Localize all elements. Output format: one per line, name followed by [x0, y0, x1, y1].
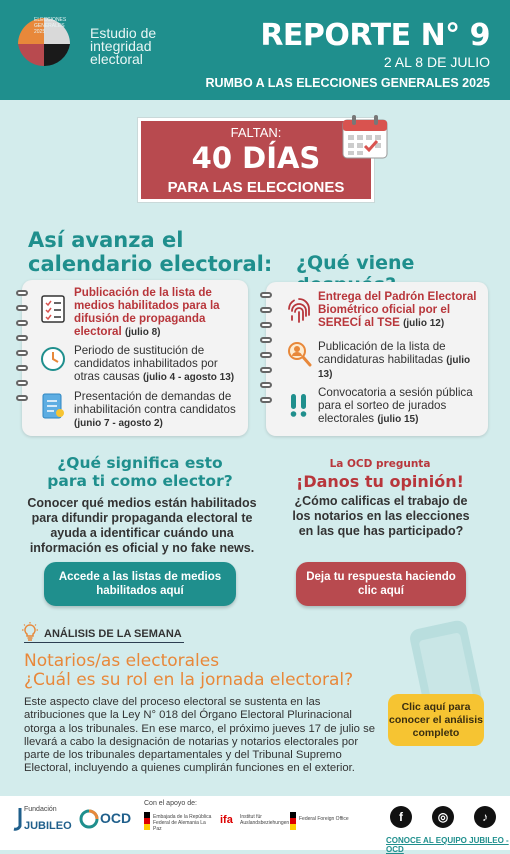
magnifier-user-icon — [286, 340, 312, 368]
next-item-3-date: (julio 15) — [377, 414, 419, 425]
facebook-icon[interactable]: f — [390, 806, 412, 828]
countdown-number: 40 DÍAS — [191, 141, 321, 175]
countdown-top: FALTAN: — [230, 125, 282, 140]
instagram-icon[interactable]: ◎ — [432, 806, 454, 828]
logo-line-2: integridad — [90, 38, 152, 54]
german-flag-icon — [144, 812, 150, 830]
countdown-box — [138, 118, 374, 202]
calendar-item-2-date: (julio 4 - agosto 13) — [142, 372, 235, 383]
next-item-1 — [318, 290, 484, 330]
team-link[interactable]: CONOCE AL EQUIPO JUBILEO - OCD — [386, 836, 509, 854]
german-flag-icon-2 — [290, 812, 296, 830]
calendar-item-2 — [74, 344, 244, 384]
partner-embassy: Embajada de la República Federal de Alemania La Paz — [153, 814, 212, 832]
tiktok-icon[interactable]: ♪ — [474, 806, 496, 828]
next-item-2-date: (julio 13) — [318, 355, 471, 380]
ifa-logo: ifa — [220, 814, 233, 826]
next-card — [266, 282, 488, 436]
media-list-button[interactable]: Accede a las listas de medios habilitados aquí — [44, 562, 236, 606]
report-dates: 2 AL 8 DE JULIO — [383, 54, 490, 70]
calendar-card — [22, 280, 248, 436]
partner-ifa: Institut für Auslandsbeziehungen — [240, 814, 290, 826]
calendar-item-1-text: Publicación de la lista de medios habilitados para la difusión de propaganda electoral — [74, 286, 220, 338]
meaning-body: Conocer qué medios están habilitados para difundir propaganda electoral te ayuda a identificar cuándo una información es oficial y no fake news. — [27, 496, 257, 555]
analysis-body: Este aspecto clave del proceso electoral se sustenta en las atribuciones que la Ley N° 018 del Órgano Electoral Plurinacional otorga a los tribunales. En ese marco, el próximo jueves 17 de julio se llevará a cabo la designación de notarias y notarios electorales por parte de los tribunales departamentales y del Tribunal Supremo Electoral, incluyendo a quienes cumplirán funciones en el exterior. — [24, 696, 376, 775]
analysis-full-button[interactable]: Clic aquí para conocer el análisis completo — [388, 694, 484, 746]
report-title: REPORTE N° 9 — [260, 18, 490, 53]
next-item-3-text: Convocatoria a sesión pública para el sorteo de jurados electorales — [318, 386, 473, 425]
analysis-label: ANÁLISIS DE LA SEMANA — [44, 628, 182, 640]
analysis-divider — [24, 642, 184, 643]
logo-text — [90, 27, 156, 66]
countdown-bottom: PARA LAS ELECCIONES — [167, 179, 345, 196]
calendar-item-3 — [74, 390, 246, 430]
meaning-title-line2: para ti como elector? — [47, 472, 233, 490]
lightbulb-icon — [20, 622, 40, 642]
logo-tagline: ELECCIONES GENERALES 2025 — [34, 17, 67, 35]
calendar-item-3-text: Presentación de demandas de inhabilitación contra candidatos — [74, 390, 236, 416]
clock-icon — [40, 346, 66, 372]
opinion-answer-button[interactable]: Deja tu respuesta haciendo clic aquí — [296, 562, 466, 606]
document-icon — [40, 392, 66, 420]
opinion-kicker: La OCD pregunta — [329, 458, 431, 470]
report-subtitle: RUMBO A LAS ELECCIONES GENERALES 2025 — [205, 76, 490, 90]
checklist-icon — [40, 294, 66, 324]
jubileo-small: Fundación — [24, 806, 57, 813]
next-item-2 — [318, 340, 484, 381]
analysis-title-line2: ¿Cuál es su rol en la jornada electoral? — [24, 670, 354, 690]
fingerprint-icon — [286, 296, 312, 326]
analysis-title — [24, 652, 353, 690]
calendar-item-1 — [74, 286, 244, 339]
calendar-item-1-date: (julio 8) — [124, 327, 161, 338]
calendar-title-line1: Así avanza el — [28, 228, 184, 252]
next-item-1-date: (julio 12) — [403, 318, 445, 329]
calendar-item-2-text: Periodo de sustitución de candidatos inhabilitados por otras causas — [74, 344, 218, 383]
ocd-logo-icon — [78, 808, 100, 830]
binder-rings-2 — [260, 292, 274, 412]
calendar-icon — [340, 112, 390, 160]
analysis-title-line1: Notarios/as electorales — [24, 651, 220, 671]
jubileo-logo-text: JUBILEO — [24, 820, 72, 832]
opinion-title: ¡Danos tu opinión! — [296, 472, 464, 491]
logo-line-1: Estudio de — [90, 25, 157, 41]
ocd-logo-text: OCD — [100, 810, 132, 826]
support-label: Con el apoyo de: — [144, 800, 197, 807]
calendar-section-title — [28, 228, 272, 276]
binder-rings — [16, 290, 30, 410]
meaning-title — [40, 454, 240, 490]
next-item-2-text: Publicación de la lista de candidaturas habilitadas — [318, 340, 446, 366]
header — [0, 0, 510, 100]
next-section-title: ¿Qué viene — [296, 252, 415, 274]
logo-line-3: electoral — [90, 51, 143, 67]
next-item-3 — [318, 386, 484, 426]
exclamation-icon — [288, 392, 310, 418]
opinion-body: ¿Cómo calificas el trabajo de los notarios en las elecciones en las que has participado? — [292, 494, 470, 538]
calendar-item-3-date: (junio 7 - agosto 2) — [74, 418, 163, 429]
next-item-1-text: Entrega del Padrón Electoral Biométrico oficial por el SERECÍ al TSE — [318, 290, 477, 329]
calendar-title-line2: calendario electoral: — [28, 252, 273, 276]
meaning-title-line1: ¿Qué significa esto — [57, 454, 223, 472]
partner-foreign-office: Federal Foreign Office — [299, 816, 349, 822]
